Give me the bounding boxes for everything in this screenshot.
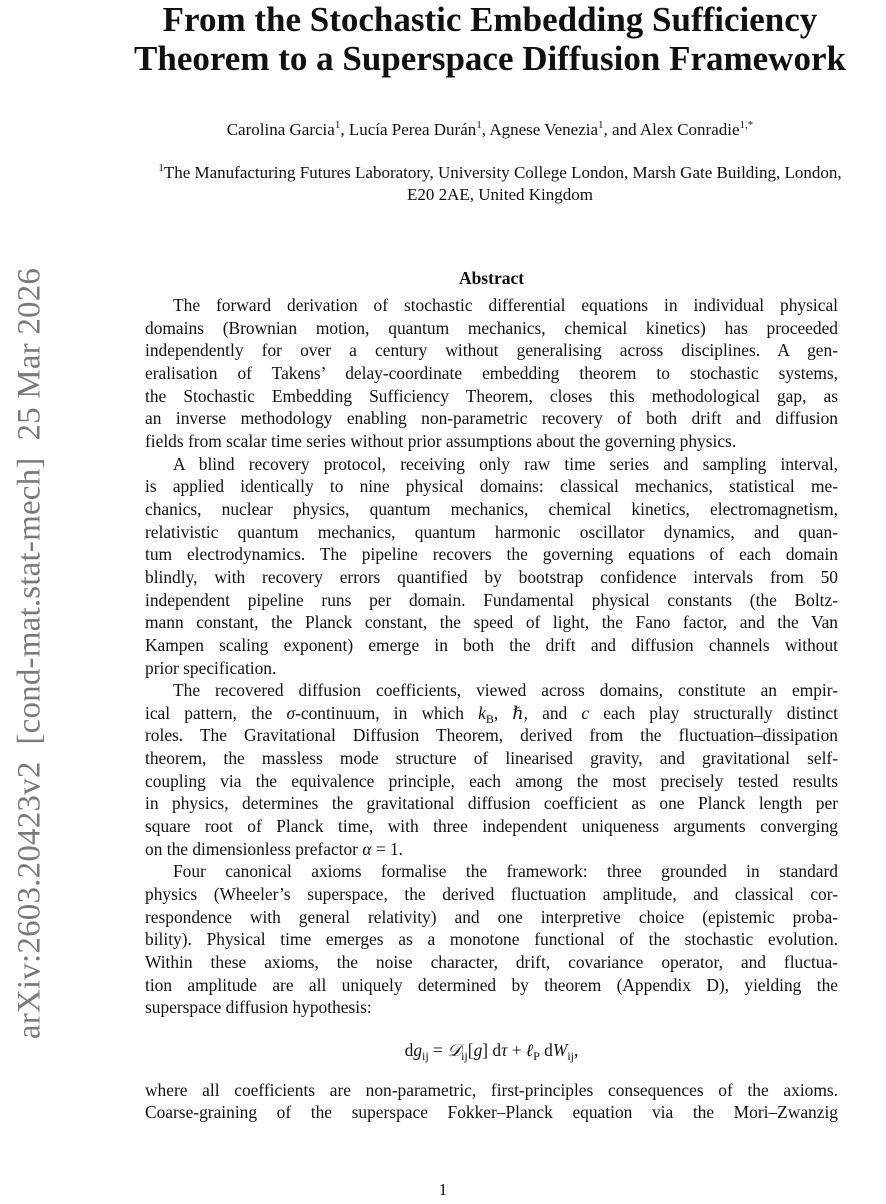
abstract-paragraph xyxy=(145,679,838,860)
text-line: Within these axioms, the noise character, drift, covariance operator, and fluctua- xyxy=(145,952,838,973)
math-symbol: W xyxy=(552,1040,568,1060)
text-line: blindly, with recovery errors quantified by bootstrap confidence intervals from 50 xyxy=(145,566,838,587)
author-name: Lucía Perea Durán xyxy=(348,120,477,139)
math-symbol: τ xyxy=(501,1040,508,1060)
text-line: independent pipeline runs per domain. Fundamental physical constants (the Boltz- xyxy=(145,589,838,610)
affiliation xyxy=(95,162,886,206)
title-line-1: From the Stochastic Embedding Sufficiency xyxy=(162,0,818,39)
text-line: domains (Brownian motion, quantum mechanics, chemical kinetics) has proceeded xyxy=(145,317,838,338)
author-affiliation-mark: 1,* xyxy=(739,119,754,131)
math-symbol: k xyxy=(478,702,486,723)
text-segment: d xyxy=(539,1040,553,1060)
title-line-2: Theorem to a Superspace Diffusion Framework xyxy=(134,39,846,78)
author-name: Carolina Garcia xyxy=(226,120,335,139)
math-symbol: g xyxy=(473,1040,483,1060)
text-line: Four canonical axioms formalise the framework: three grounded in standard xyxy=(173,861,838,882)
text-line: tion amplitude are all uniquely determined by theorem (Appendix D), yielding the xyxy=(145,974,838,995)
text-segment: each play structurally distinct xyxy=(589,702,838,723)
math-symbol: ℏ xyxy=(512,702,524,723)
text-line: The recovered diffusion coefficients, viewed across domains, constitute an empir- xyxy=(173,680,838,701)
page-number: 1 xyxy=(438,1180,448,1199)
author-name: Alex Conradie xyxy=(639,120,740,139)
text-line: independently for over a century without generalising across disciplines. A gen- xyxy=(145,340,838,361)
math-symbol: g xyxy=(413,1040,423,1060)
text-segment: , xyxy=(493,702,513,723)
text-line: prior specification. xyxy=(145,657,277,678)
math-subscript: ij xyxy=(567,1049,575,1063)
text-segment: = 1. xyxy=(371,838,404,859)
text-line: roles. The Gravitational Diffusion Theorem, derived from the fluctuation–dissipation xyxy=(145,725,838,746)
text-segment: , and xyxy=(523,702,582,723)
text-line xyxy=(145,702,838,725)
text-segment: -continuum, in which xyxy=(295,702,479,723)
affiliation-line-1: The Manufacturing Futures Laboratory, University College London, Marsh Gate Building, London, xyxy=(163,163,842,182)
text-segment: ] d xyxy=(482,1040,502,1060)
text-line: Kampen scaling exponent) emerge in both the drift and diffusion channels without xyxy=(145,634,838,655)
text-line: The forward derivation of stochastic differential equations in individual physical xyxy=(173,295,838,315)
text-line: is applied identically to nine physical domains: classical mechanics, statistical me- xyxy=(145,476,838,497)
text-line: in physics, determines the gravitational diffusion coefficient as one Planck length per xyxy=(145,793,838,814)
author-affiliation-mark: 1 xyxy=(334,119,341,131)
math-symbol: α xyxy=(362,838,372,859)
abstract-paragraph xyxy=(145,453,838,680)
affiliation-mark: 1 xyxy=(158,162,164,174)
text-segment: ical pattern, the xyxy=(145,702,287,723)
math-symbol: c xyxy=(581,702,590,723)
text-line: superspace diffusion hypothesis: xyxy=(145,997,372,1018)
text-line: coupling via the equivalence principle, each among the most precisely tested results xyxy=(145,770,838,791)
text-segment: on the dimensionless prefactor xyxy=(145,838,363,859)
text-segment: + xyxy=(507,1040,526,1060)
math-symbol: σ xyxy=(286,702,296,723)
arxiv-identifier-stamp: arXiv:2603.20423v2 [cond-mat.stat-mech] 25 Mar 2026 xyxy=(11,267,48,1040)
text-line: Coarse-graining of the superspace Fokker–Planck equation via the Mori–Zwanzig xyxy=(145,1102,838,1123)
text-line: where all coefficients are non-parametric, first-principles consequences of the axioms. xyxy=(145,1079,838,1100)
math-subscript: P xyxy=(533,1049,540,1063)
text-line: physics (Wheeler’s superspace, the derived fluctuation amplitude, and classical cor- xyxy=(145,884,838,905)
text-line: the Stochastic Embedding Sufficiency Theorem, closes this methodological gap, as xyxy=(145,385,838,406)
author-conjunction: and xyxy=(612,120,637,139)
author-affiliation-mark: 1 xyxy=(476,119,482,131)
text-line: theorem, the massless mode structure of linearised gravity, and gravitational self- xyxy=(145,748,838,769)
math-symbol: ℓ xyxy=(525,1040,534,1060)
text-segment: [ xyxy=(467,1040,474,1060)
text-segment: = xyxy=(428,1040,448,1060)
text-line: tum electrodynamics. The pipeline recovers the governing equations of each domain xyxy=(145,544,838,565)
abstract-paragraph-continued xyxy=(145,1079,838,1124)
affiliation-line-2: E20 2AE, United Kingdom xyxy=(406,185,594,204)
text-segment: d xyxy=(404,1040,414,1060)
superspace-diffusion-equation xyxy=(145,1039,838,1062)
math-subscript: ij xyxy=(422,1049,429,1063)
text-line xyxy=(145,838,838,861)
author-affiliation-mark: 1 xyxy=(598,119,604,131)
author-name: Agnese Venezia xyxy=(489,120,599,139)
text-line: square root of Planck time, with three independent uniqueness arguments converging xyxy=(145,816,838,837)
paper-title xyxy=(60,0,886,78)
text-line: an inverse methodology enabling non-parametric recovery of both drift and diffusion xyxy=(145,408,838,429)
text-line: fields from scalar time series without prior assumptions about the governing physics. xyxy=(145,430,737,451)
abstract-paragraph xyxy=(145,294,838,453)
text-line: bility). Physical time emerges as a monotone functional of the stochastic evolution. xyxy=(145,929,838,950)
abstract-paragraph xyxy=(145,860,838,1019)
abstract-body xyxy=(145,294,838,1124)
text-line: A blind recovery protocol, receiving only raw time series and sampling interval, xyxy=(173,453,838,474)
text-line: chanics, nuclear physics, quantum mechanics, chemical kinetics, electromagnetism, xyxy=(145,498,838,519)
text-line: relativistic quantum mechanics, quantum harmonic oscillator dynamics, and quan- xyxy=(145,521,838,542)
text-segment: , xyxy=(574,1040,579,1060)
math-subscript: B xyxy=(485,711,494,726)
abstract-heading: Abstract xyxy=(458,268,525,288)
text-line: mann constant, the Planck constant, the speed of light, the Fano factor, and the Van xyxy=(145,612,838,633)
math-subscript: ij xyxy=(461,1049,468,1063)
text-line: respondence with general relativity) and one interpretive choice (epistemic proba- xyxy=(145,906,838,927)
math-symbol: 𝒟 xyxy=(447,1040,462,1060)
author-list: Carolina Garcia$^1$, Lucía Perea Durán$^1$, Agnese Venezia$^1$, and Alex Conradie$^{1,*}$ xyxy=(226,119,754,139)
text-line: eralisation of Takens’ delay-coordinate embedding theorem to stochastic systems, xyxy=(145,362,838,383)
